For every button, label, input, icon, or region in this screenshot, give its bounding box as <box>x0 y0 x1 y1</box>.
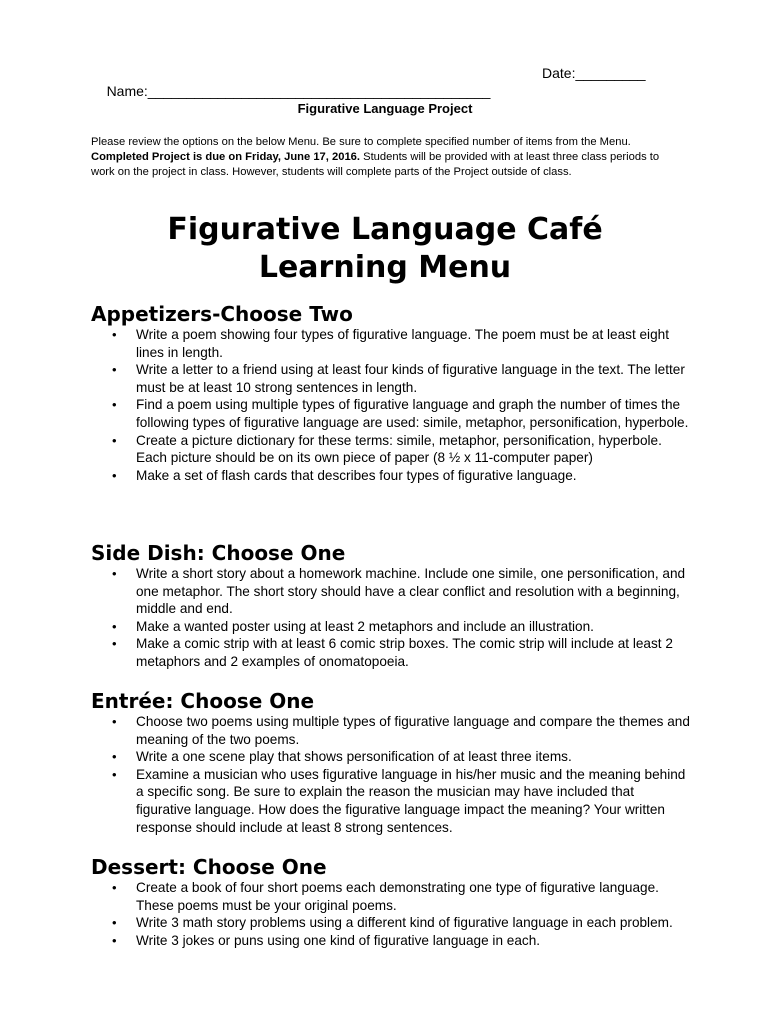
item-list <box>91 879 691 949</box>
item-text: Write a short story about a homework machine. Include one simile, one personification, and one metaphor. The short story should have a clear conflict and resolution with a beginning, middle and end. <box>136 566 686 617</box>
bullet-icon: • <box>112 932 117 948</box>
project-title: Figurative Language Project <box>297 101 473 116</box>
list-item <box>91 361 691 396</box>
section-entree <box>91 689 691 836</box>
menu-title-line2: Learning Menu <box>258 250 512 285</box>
section-heading: Appetizers-Choose Two <box>91 302 353 326</box>
list-item <box>91 565 691 618</box>
bullet-icon: • <box>112 432 117 448</box>
bullet-icon: • <box>112 397 117 413</box>
bullet-icon: • <box>112 467 117 483</box>
list-item <box>91 766 691 836</box>
section-dessert <box>91 855 691 949</box>
item-list <box>91 565 691 671</box>
intro-text-1: Please review the options on the below Menu. Be sure to complete specified number of items from the Menu. <box>91 136 631 148</box>
item-text: Write a letter to a friend using at least four kinds of figurative language in the text. The letter must be at least 10 strong sentences in length. <box>136 362 685 395</box>
bullet-icon: • <box>112 749 117 765</box>
bullet-icon: • <box>112 636 117 652</box>
item-text: Choose two poems using multiple types of figurative language and compare the themes and meaning of the two poems. <box>136 714 690 747</box>
list-item <box>91 748 691 766</box>
item-list <box>91 713 691 836</box>
section-heading: Dessert: Choose One <box>91 855 327 879</box>
section-appetizers <box>91 302 691 484</box>
bullet-icon: • <box>112 766 117 782</box>
item-text: Make a comic strip with at least 6 comic strip boxes. The comic strip will include at least 2 metaphors and 2 examples of onomatopoeia. <box>136 636 673 669</box>
list-item <box>91 914 691 932</box>
intro-due-date: Completed Project is due on Friday, June 17, 2016. <box>91 151 360 163</box>
intro-paragraph <box>91 135 681 180</box>
list-item <box>91 618 691 636</box>
section-side-dish <box>91 541 691 671</box>
list-item <box>91 467 691 485</box>
list-item <box>91 432 691 467</box>
section-heading: Side Dish: Choose One <box>91 541 346 565</box>
section-heading: Entrée: Choose One <box>91 689 315 713</box>
menu-title-line1: Figurative Language Café <box>167 212 603 247</box>
item-text: Write 3 jokes or puns using one kind of figurative language in each. <box>136 932 541 948</box>
list-item <box>91 396 691 431</box>
list-item <box>91 932 691 950</box>
list-item <box>91 326 691 361</box>
bullet-icon: • <box>112 618 117 634</box>
list-item <box>91 879 691 914</box>
menu-title <box>0 211 770 287</box>
bullet-icon: • <box>112 327 117 342</box>
item-text: Write 3 math story problems using a different kind of figurative language in each problem. <box>136 915 673 931</box>
item-list <box>91 326 691 484</box>
item-text: Write a poem showing four types of figurative language. The poem must be at least eight lines in length. <box>136 327 669 360</box>
date-line: Date:_________ <box>542 65 646 81</box>
item-text: Create a picture dictionary for these terms: simile, metaphor, personification, hyperbole. Each picture should be on its own piece of paper (8 ½ x 11-computer paper) <box>136 432 662 466</box>
bullet-icon: • <box>112 362 117 378</box>
list-item <box>91 635 691 670</box>
intro-text-2: Students will be provided with at least three class periods to work on the project in class. However, students will complete parts of the Project outside of class. <box>91 151 660 178</box>
item-text: Write a one scene play that shows personification of at least three items. <box>136 749 572 765</box>
item-text: Create a book of four short poems each demonstrating one type of figurative language. These poems must be your original poems. <box>136 880 659 913</box>
bullet-icon: • <box>112 714 117 729</box>
bullet-icon: • <box>112 566 117 581</box>
list-item <box>91 713 691 748</box>
item-text: Examine a musician who uses figurative language in his/her music and the meaning behind a specific song. Be sure to explain the reason the musician may have included that figurative language. How does the figurative language impact the meaning? Your written response should include at least 8 strong sentences. <box>136 766 686 835</box>
bullet-icon: • <box>112 880 117 895</box>
item-text: Make a wanted poster using at least 2 metaphors and include an illustration. <box>136 618 594 634</box>
item-text: Make a set of flash cards that describes four types of figurative language. <box>136 467 577 483</box>
name-line: Name:____________________________________________ <box>106 83 491 99</box>
bullet-icon: • <box>112 915 117 931</box>
item-text: Find a poem using multiple types of figurative language and graph the number of times the following types of figurative language are used: simile, metaphor, personification, hyperbole. <box>136 397 689 430</box>
